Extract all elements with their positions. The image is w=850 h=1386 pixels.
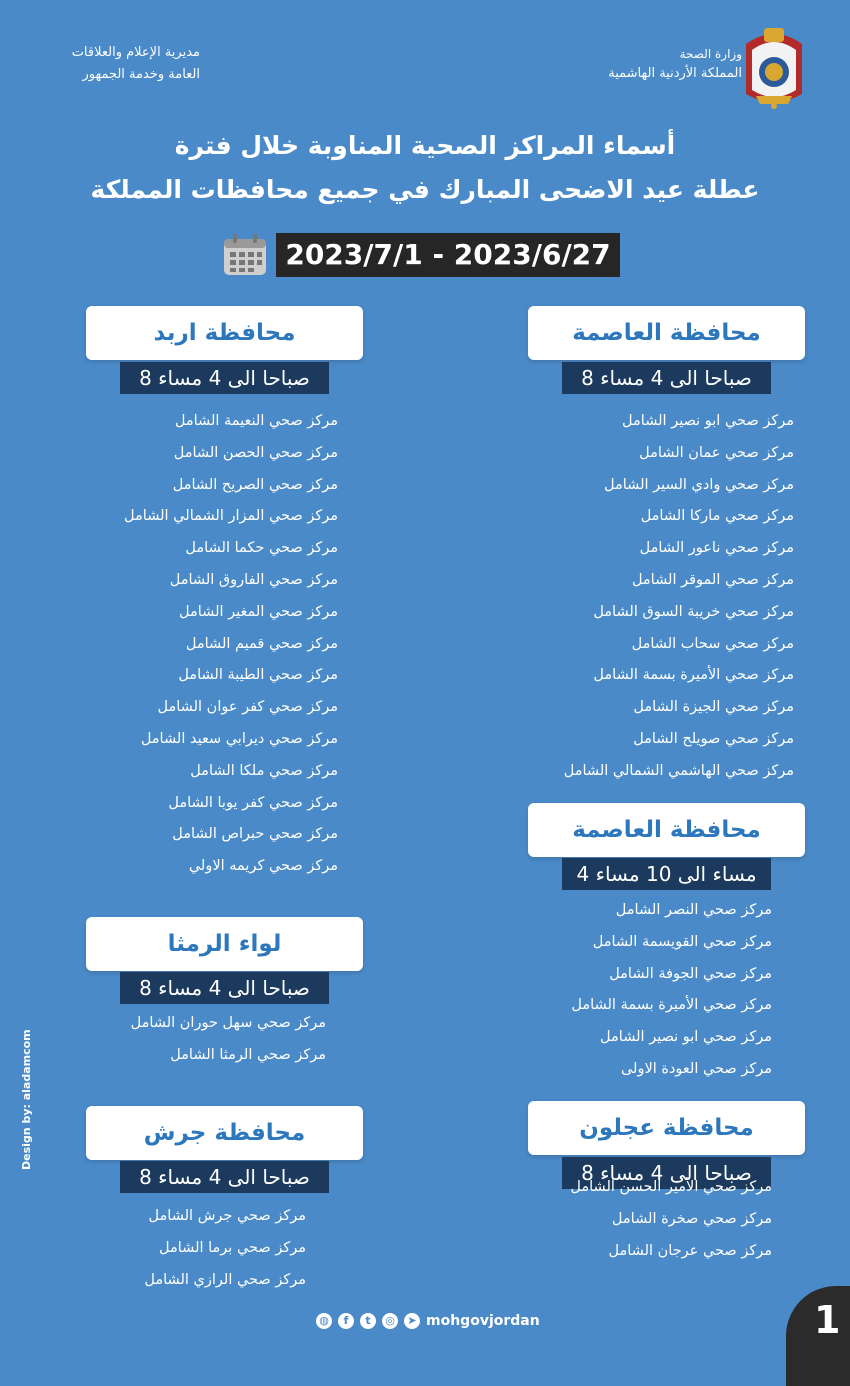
list-item: مركز صحي كفر يوبا الشامل — [168, 794, 338, 811]
centers-list-capital-day — [454, 406, 794, 788]
twitter-icon[interactable]: t — [360, 1313, 376, 1329]
hours-capital-evening: 4 مساء الى 10 مساء — [562, 858, 771, 890]
title-line1: أسماء المراكز الصحية المناوبة خلال فترة — [174, 131, 676, 160]
centers-list-capital-evening — [452, 895, 772, 1086]
ministry-line1: وزارة الصحة — [679, 47, 742, 61]
list-item: مركز صحي خريبة السوق الشامل — [593, 603, 794, 620]
social-handle[interactable]: mohgovjordan — [426, 1313, 540, 1329]
hours-jerash: 8 صباحا الى 4 مساء — [120, 1161, 329, 1193]
list-item: مركز صحي قميم الشامل — [185, 635, 338, 652]
list-item: مركز صحي ابو نصير الشامل — [622, 413, 794, 429]
list-item: مركز صحي جرش الشامل — [148, 1208, 306, 1224]
list-item: مركز صحي ديرابي سعيد الشامل — [140, 730, 338, 747]
list-item: مركز صحي القويسمة الشامل — [592, 933, 772, 950]
list-item: مركز صحي كفر عوان الشامل — [157, 699, 338, 716]
list-item: مركز صحي وادي السير الشامل — [603, 476, 794, 493]
hours-irbid: 8 صباحا الى 4 مساء — [120, 362, 329, 394]
list-item: مركز صحي الأمير الحسن الشامل — [570, 1179, 772, 1195]
list-item: مركز صحي صويلح الشامل — [633, 730, 794, 747]
section-title-capital-evening: محافظة العاصمة — [528, 803, 805, 857]
page-number-badge — [786, 1286, 850, 1386]
list-item: مركز صحي الهاشمي الشمالي الشامل — [563, 762, 794, 779]
directorate-line2: العامة وخدمة الجمهور — [82, 67, 200, 82]
list-item: مركز صحي الأميرة بسمة الشامل — [571, 997, 772, 1014]
list-item: مركز صحي الطيبة الشامل — [178, 667, 338, 684]
calendar-icon — [222, 233, 268, 277]
list-item: مركز صحي الأميرة بسمة الشامل — [593, 667, 794, 684]
hours-ramtha: 8 صباحا الى 4 مساء — [120, 972, 329, 1004]
list-item: مركز صحي الرمثا الشامل — [170, 1046, 326, 1063]
ministry-label — [608, 44, 742, 84]
list-item: مركز صحي ناعور الشامل — [639, 540, 794, 557]
list-item: مركز صحي الفاروق الشامل — [169, 571, 338, 588]
section-title-capital-day: محافظة العاصمة — [528, 306, 805, 360]
list-item: مركز صحي الجوفة الشامل — [609, 965, 772, 982]
jordan-emblem-icon — [736, 24, 812, 110]
section-title-ajloun: محافظة عجلون — [528, 1101, 805, 1155]
title-line2: عطلة عيد الاضحى المبارك في جميع محافظات المملكة — [90, 175, 760, 204]
directorate-label — [30, 42, 200, 86]
list-item: مركز صحي المزار الشمالي الشامل — [124, 508, 338, 525]
list-item: مركز صحي العودة الاولى — [620, 1060, 772, 1077]
web-icon[interactable]: ◍ — [316, 1313, 332, 1329]
telegram-icon[interactable]: ➤ — [404, 1313, 420, 1329]
instagram-icon[interactable]: ◎ — [382, 1313, 398, 1329]
list-item: مركز صحي برما الشامل — [158, 1239, 306, 1256]
list-item: مركز صحي النعيمة الشامل — [174, 413, 338, 429]
list-item: مركز صحي عرجان الشامل — [608, 1242, 772, 1259]
design-credit-text: Design by: aladamcom — [20, 1029, 33, 1170]
facebook-icon[interactable]: f — [338, 1313, 354, 1329]
ministry-line2: المملكة الأردنية الهاشمية — [608, 66, 742, 81]
list-item: مركز صحي النصر الشامل — [615, 902, 772, 918]
design-credit — [4, 1020, 44, 1170]
list-item: مركز صحي ملكا الشامل — [190, 762, 338, 779]
list-item: مركز صحي الحصن الشامل — [173, 444, 338, 461]
centers-list-jerash — [26, 1201, 306, 1296]
section-title-jerash: محافظة جرش — [86, 1106, 363, 1160]
list-item: مركز صحي حبراص الشامل — [172, 826, 338, 843]
centers-list-ramtha — [26, 1008, 326, 1072]
hours-capital-day: 8 صباحا الى 4 مساء — [562, 362, 771, 394]
list-item: مركز صحي حكما الشامل — [185, 540, 338, 557]
date-range: 2023/7/1 - 2023/6/27 — [276, 233, 620, 277]
list-item: مركز صحي كريمه الاولي — [188, 858, 338, 875]
list-item: مركز صحي ماركا الشامل — [640, 508, 794, 525]
list-item: مركز صحي الصريح الشامل — [172, 476, 338, 493]
list-item: مركز صحي ابو نصير الشامل — [600, 1029, 772, 1046]
section-title-irbid: محافظة اربد — [86, 306, 363, 360]
list-item: مركز صحي عمان الشامل — [639, 444, 794, 461]
page-number: 1 — [814, 1298, 841, 1342]
directorate-line1: مديرية الإعلام والعلاقات — [71, 45, 200, 60]
list-item: مركز صحي سهل حوران الشامل — [130, 1015, 326, 1031]
hours-ajloun: 8 صباحا الى 4 مساء — [562, 1157, 771, 1189]
list-item: مركز صحي المغير الشامل — [178, 603, 338, 620]
list-item: مركز صحي الموقر الشامل — [631, 571, 794, 588]
list-item: مركز صحي صخرة الشامل — [611, 1210, 772, 1227]
section-title-ramtha: لواء الرمثا — [86, 917, 363, 971]
list-item: مركز صحي سحاب الشامل — [631, 635, 794, 652]
centers-list-irbid — [38, 406, 338, 883]
list-item: مركز صحي الرازي الشامل — [144, 1271, 306, 1288]
social-footer — [316, 1313, 540, 1329]
list-item: مركز صحي الجيزة الشامل — [633, 699, 794, 716]
centers-list-ajloun — [452, 1172, 772, 1267]
